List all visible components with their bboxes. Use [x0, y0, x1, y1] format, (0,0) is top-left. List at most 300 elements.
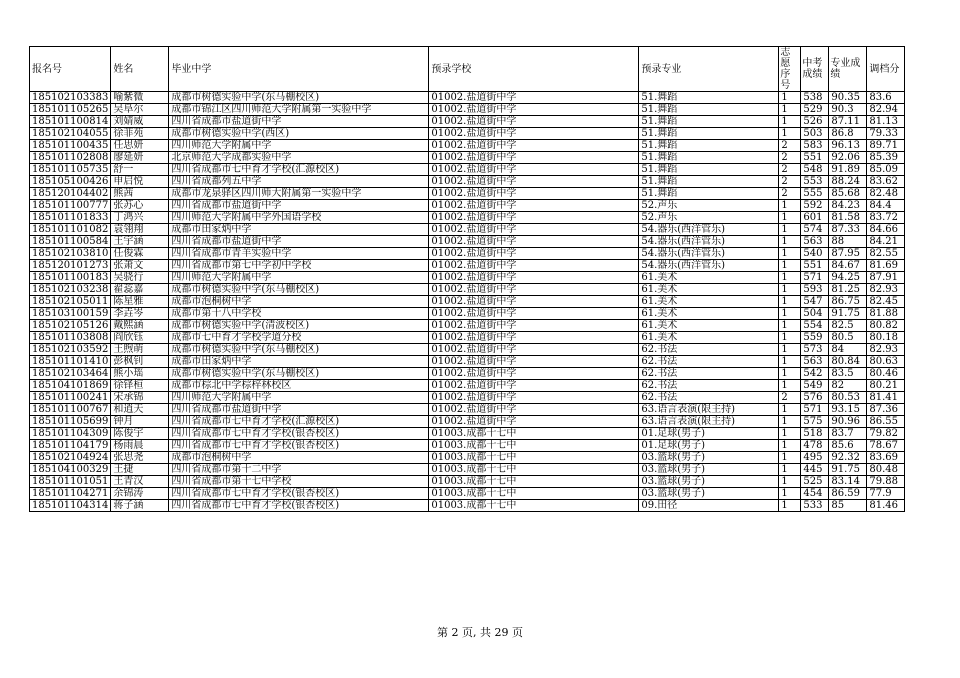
cell-name: 吴骁行 — [111, 272, 169, 284]
cell-graduated-school: 成都市树德实验中学(西区) — [169, 128, 429, 140]
cell-name: 戴熙涵 — [111, 320, 169, 332]
cell-registration-no: 185103100159 — [30, 308, 111, 320]
cell-major: 52.声乐 — [639, 212, 779, 224]
table-row — [30, 176, 905, 188]
cell-admitted-school: 01002.盐道街中学 — [429, 320, 639, 332]
header-name: 姓名 — [111, 47, 169, 92]
cell-exam-score: 549 — [801, 380, 829, 392]
cell-major: 51.舞蹈 — [639, 152, 779, 164]
cell-major: 09.田径 — [639, 500, 779, 512]
cell-graduated-school: 四川省成都市盐道街中学 — [169, 236, 429, 248]
cell-exam-score: 548 — [801, 164, 829, 176]
cell-final-score: 86.55 — [867, 416, 905, 428]
cell-name: 王宇涵 — [111, 236, 169, 248]
cell-name: 蒋子涵 — [111, 500, 169, 512]
cell-name: 徐菲苑 — [111, 128, 169, 140]
cell-major: 03.篮球(男子) — [639, 476, 779, 488]
table-row — [30, 260, 905, 272]
table-row — [30, 224, 905, 236]
cell-major: 62.书法 — [639, 356, 779, 368]
cell-final-score: 83.72 — [867, 212, 905, 224]
cell-registration-no: 185102103592 — [30, 344, 111, 356]
table-row — [30, 452, 905, 464]
cell-major: 03.篮球(男子) — [639, 452, 779, 464]
table-row — [30, 92, 905, 104]
cell-graduated-school: 四川省成都市第十二中学 — [169, 464, 429, 476]
cell-preference-no: 2 — [779, 188, 801, 200]
cell-exam-score: 583 — [801, 140, 829, 152]
cell-name: 杨雨晨 — [111, 440, 169, 452]
cell-admitted-school: 01002.盐道街中学 — [429, 356, 639, 368]
cell-preference-no: 1 — [779, 248, 801, 260]
cell-major-score: 85 — [829, 500, 867, 512]
table-row — [30, 296, 905, 308]
cell-final-score: 81.13 — [867, 116, 905, 128]
cell-preference-no: 1 — [779, 500, 801, 512]
cell-major-score: 86.59 — [829, 488, 867, 500]
cell-admitted-school: 01002.盐道街中学 — [429, 332, 639, 344]
cell-admitted-school: 01002.盐道街中学 — [429, 416, 639, 428]
cell-final-score: 77.9 — [867, 488, 905, 500]
cell-graduated-school: 四川省成都市七中育才学校(银杏校区) — [169, 428, 429, 440]
header-major: 预录专业 — [639, 47, 779, 92]
cell-major-score: 91.89 — [829, 164, 867, 176]
cell-name: 李垚岑 — [111, 308, 169, 320]
cell-major: 03.篮球(男子) — [639, 488, 779, 500]
cell-major-score: 80.5 — [829, 332, 867, 344]
cell-major: 61.美术 — [639, 272, 779, 284]
cell-preference-no: 2 — [779, 152, 801, 164]
cell-final-score: 84.66 — [867, 224, 905, 236]
cell-major: 51.舞蹈 — [639, 104, 779, 116]
cell-preference-no: 1 — [779, 356, 801, 368]
header-exam-score: 中考成绩 — [801, 47, 829, 92]
cell-major: 03.篮球(男子) — [639, 464, 779, 476]
cell-registration-no: 185101100183 — [30, 272, 111, 284]
cell-admitted-school: 01002.盐道街中学 — [429, 248, 639, 260]
cell-admitted-school: 01003.成都十七中 — [429, 464, 639, 476]
cell-final-score: 80.46 — [867, 368, 905, 380]
cell-final-score: 82.48 — [867, 188, 905, 200]
cell-exam-score: 542 — [801, 368, 829, 380]
cell-exam-score: 563 — [801, 236, 829, 248]
cell-exam-score: 454 — [801, 488, 829, 500]
cell-preference-no: 1 — [779, 260, 801, 272]
cell-name: 吴阜尔 — [111, 104, 169, 116]
cell-major-score: 91.75 — [829, 308, 867, 320]
cell-major: 62.书法 — [639, 392, 779, 404]
cell-graduated-school: 成都市树德实验中学(东马棚校区) — [169, 92, 429, 104]
cell-preference-no: 1 — [779, 308, 801, 320]
cell-major-score: 81.25 — [829, 284, 867, 296]
cell-preference-no: 1 — [779, 128, 801, 140]
cell-exam-score: 601 — [801, 212, 829, 224]
cell-major: 61.美术 — [639, 284, 779, 296]
cell-graduated-school: 成都市第十八中学校 — [169, 308, 429, 320]
table-row — [30, 368, 905, 380]
cell-admitted-school: 01002.盐道街中学 — [429, 380, 639, 392]
cell-registration-no: 185101101051 — [30, 476, 111, 488]
cell-major: 61.美术 — [639, 308, 779, 320]
cell-registration-no: 185101104309 — [30, 428, 111, 440]
cell-name: 张思尧 — [111, 452, 169, 464]
cell-exam-score: 574 — [801, 224, 829, 236]
cell-major-score: 87.11 — [829, 116, 867, 128]
cell-registration-no: 185101102808 — [30, 152, 111, 164]
cell-preference-no: 1 — [779, 476, 801, 488]
cell-admitted-school: 01002.盐道街中学 — [429, 212, 639, 224]
cell-major-score: 88.24 — [829, 176, 867, 188]
cell-name: 钟月 — [111, 416, 169, 428]
cell-name: 熊茜 — [111, 188, 169, 200]
cell-exam-score: 576 — [801, 392, 829, 404]
cell-name: 喻紫微 — [111, 92, 169, 104]
cell-final-score: 80.63 — [867, 356, 905, 368]
cell-major-score: 90.96 — [829, 416, 867, 428]
cell-preference-no: 1 — [779, 464, 801, 476]
cell-graduated-school: 四川省成都市青羊实验中学 — [169, 248, 429, 260]
cell-exam-score: 533 — [801, 500, 829, 512]
cell-major: 54.器乐(西洋管乐) — [639, 224, 779, 236]
cell-major-score: 93.15 — [829, 404, 867, 416]
cell-major-score: 85.68 — [829, 188, 867, 200]
cell-final-score: 85.09 — [867, 164, 905, 176]
cell-graduated-school: 成都市树德实验中学(东马棚校区) — [169, 368, 429, 380]
cell-final-score: 80.18 — [867, 332, 905, 344]
cell-major: 61.美术 — [639, 320, 779, 332]
cell-preference-no: 2 — [779, 140, 801, 152]
cell-name: 余锦涛 — [111, 488, 169, 500]
cell-registration-no: 185102105126 — [30, 320, 111, 332]
cell-registration-no: 185101103808 — [30, 332, 111, 344]
cell-registration-no: 185102104055 — [30, 128, 111, 140]
cell-name: 廖延妍 — [111, 152, 169, 164]
cell-exam-score: 575 — [801, 416, 829, 428]
cell-major-score: 82 — [829, 380, 867, 392]
cell-exam-score: 571 — [801, 272, 829, 284]
cell-name: 阎欣钰 — [111, 332, 169, 344]
table-row — [30, 428, 905, 440]
cell-exam-score: 525 — [801, 476, 829, 488]
cell-admitted-school: 01002.盐道街中学 — [429, 164, 639, 176]
table-row — [30, 152, 905, 164]
cell-registration-no: 185101100767 — [30, 404, 111, 416]
cell-name: 陈俊宇 — [111, 428, 169, 440]
cell-final-score: 82.93 — [867, 344, 905, 356]
table-row — [30, 308, 905, 320]
cell-exam-score: 526 — [801, 116, 829, 128]
cell-graduated-school: 成都市树德实验中学(清波校区) — [169, 320, 429, 332]
cell-graduated-school: 四川师范大学附属中学 — [169, 392, 429, 404]
cell-registration-no: 185101101410 — [30, 356, 111, 368]
cell-name: 张萧文 — [111, 260, 169, 272]
cell-final-score: 85.39 — [867, 152, 905, 164]
cell-graduated-school: 北京师范大学成都实验中学 — [169, 152, 429, 164]
cell-registration-no: 185101100814 — [30, 116, 111, 128]
cell-admitted-school: 01002.盐道街中学 — [429, 188, 639, 200]
cell-admitted-school: 01002.盐道街中学 — [429, 236, 639, 248]
cell-graduated-school: 四川省成都市七中育才学校(银杏校区) — [169, 440, 429, 452]
cell-admitted-school: 01003.成都十七中 — [429, 476, 639, 488]
cell-preference-no: 1 — [779, 416, 801, 428]
table-row — [30, 272, 905, 284]
cell-exam-score: 559 — [801, 332, 829, 344]
cell-final-score: 84.21 — [867, 236, 905, 248]
cell-major-score: 87.33 — [829, 224, 867, 236]
cell-exam-score: 551 — [801, 260, 829, 272]
cell-admitted-school: 01003.成都十七中 — [429, 440, 639, 452]
cell-major: 51.舞蹈 — [639, 164, 779, 176]
cell-preference-no: 1 — [779, 368, 801, 380]
cell-major: 62.书法 — [639, 368, 779, 380]
cell-registration-no: 185102103810 — [30, 248, 111, 260]
cell-major: 51.舞蹈 — [639, 116, 779, 128]
cell-admitted-school: 01002.盐道街中学 — [429, 128, 639, 140]
cell-exam-score: 553 — [801, 176, 829, 188]
cell-graduated-school: 四川省成都市盐道街中学 — [169, 200, 429, 212]
cell-major: 54.器乐(西洋管乐) — [639, 236, 779, 248]
cell-major-score: 90.35 — [829, 92, 867, 104]
cell-preference-no: 1 — [779, 428, 801, 440]
cell-preference-no: 1 — [779, 212, 801, 224]
header-major-score: 专业成绩 — [829, 47, 867, 92]
cell-exam-score: 445 — [801, 464, 829, 476]
cell-admitted-school: 01002.盐道街中学 — [429, 404, 639, 416]
cell-registration-no: 185101100777 — [30, 200, 111, 212]
cell-admitted-school: 01003.成都十七中 — [429, 452, 639, 464]
cell-graduated-school: 四川师范大学附属中学外国语学校 — [169, 212, 429, 224]
cell-name: 翟蕊嘉 — [111, 284, 169, 296]
cell-registration-no: 185101104271 — [30, 488, 111, 500]
cell-graduated-school: 四川师范大学附属中学 — [169, 140, 429, 152]
cell-graduated-school: 四川省成都市七中育才学校(银杏校区) — [169, 488, 429, 500]
cell-admitted-school: 01003.成都十七中 — [429, 428, 639, 440]
cell-preference-no: 1 — [779, 92, 801, 104]
cell-major: 61.美术 — [639, 296, 779, 308]
admission-table — [29, 46, 905, 512]
table-row — [30, 140, 905, 152]
table-row — [30, 380, 905, 392]
cell-graduated-school: 四川省成都市七中育才学校(汇源校区) — [169, 164, 429, 176]
cell-major-score: 81.58 — [829, 212, 867, 224]
cell-major-score: 80.53 — [829, 392, 867, 404]
cell-major-score: 92.06 — [829, 152, 867, 164]
cell-graduated-school: 成都市棕北中学棕梓林校区 — [169, 380, 429, 392]
cell-admitted-school: 01002.盐道街中学 — [429, 392, 639, 404]
cell-graduated-school: 四川省成都市第七中学初中学校 — [169, 260, 429, 272]
table-row — [30, 488, 905, 500]
cell-admitted-school: 01002.盐道街中学 — [429, 104, 639, 116]
cell-name: 丁鸿兴 — [111, 212, 169, 224]
cell-exam-score: 592 — [801, 200, 829, 212]
cell-registration-no: 185101100584 — [30, 236, 111, 248]
cell-exam-score: 563 — [801, 356, 829, 368]
cell-preference-no: 2 — [779, 176, 801, 188]
cell-major-score: 83.14 — [829, 476, 867, 488]
cell-major: 54.器乐(西洋管乐) — [639, 248, 779, 260]
cell-admitted-school: 01002.盐道街中学 — [429, 296, 639, 308]
cell-preference-no: 1 — [779, 200, 801, 212]
cell-preference-no: 1 — [779, 236, 801, 248]
cell-major-score: 80.84 — [829, 356, 867, 368]
cell-final-score: 81.41 — [867, 392, 905, 404]
cell-registration-no: 185101100241 — [30, 392, 111, 404]
cell-graduated-school: 四川省成都市盐道街中学 — [169, 116, 429, 128]
cell-major: 61.美术 — [639, 332, 779, 344]
cell-major-score: 90.3 — [829, 104, 867, 116]
cell-preference-no: 1 — [779, 440, 801, 452]
cell-final-score: 82.55 — [867, 248, 905, 260]
cell-admitted-school: 01002.盐道街中学 — [429, 308, 639, 320]
cell-final-score: 82.94 — [867, 104, 905, 116]
cell-major: 62.书法 — [639, 344, 779, 356]
cell-major-score: 86.8 — [829, 128, 867, 140]
cell-admitted-school: 01002.盐道街中学 — [429, 272, 639, 284]
cell-preference-no: 1 — [779, 332, 801, 344]
cell-graduated-school: 成都市七中育才学校学道分校 — [169, 332, 429, 344]
cell-name: 王煦萌 — [111, 344, 169, 356]
table-row — [30, 164, 905, 176]
cell-exam-score: 504 — [801, 308, 829, 320]
cell-final-score: 81.46 — [867, 500, 905, 512]
cell-admitted-school: 01002.盐道街中学 — [429, 224, 639, 236]
cell-admitted-school: 01002.盐道街中学 — [429, 92, 639, 104]
cell-graduated-school: 成都市树德实验中学(东马棚校区) — [169, 284, 429, 296]
cell-preference-no: 1 — [779, 272, 801, 284]
cell-final-score: 84.4 — [867, 200, 905, 212]
cell-exam-score: 503 — [801, 128, 829, 140]
cell-graduated-school: 成都市龙泉驿区四川师大附属第一实验中学 — [169, 188, 429, 200]
cell-final-score: 83.69 — [867, 452, 905, 464]
cell-major-score: 83.7 — [829, 428, 867, 440]
cell-name: 申启悦 — [111, 176, 169, 188]
cell-registration-no: 185102103238 — [30, 284, 111, 296]
table-row — [30, 464, 905, 476]
cell-preference-no: 1 — [779, 104, 801, 116]
cell-registration-no: 185101105265 — [30, 104, 111, 116]
cell-exam-score: 495 — [801, 452, 829, 464]
cell-preference-no: 2 — [779, 164, 801, 176]
table-row — [30, 200, 905, 212]
cell-major: 54.器乐(西洋管乐) — [639, 260, 779, 272]
cell-registration-no: 185102105011 — [30, 296, 111, 308]
cell-admitted-school: 01002.盐道街中学 — [429, 260, 639, 272]
header-final-score: 调档分 — [867, 47, 905, 92]
cell-admitted-school: 01003.成都十七中 — [429, 500, 639, 512]
table-row — [30, 284, 905, 296]
header-row — [30, 47, 905, 92]
cell-final-score: 82.45 — [867, 296, 905, 308]
cell-graduated-school: 成都市泡桐树中学 — [169, 452, 429, 464]
cell-exam-score: 593 — [801, 284, 829, 296]
table-row — [30, 356, 905, 368]
cell-major: 51.舞蹈 — [639, 128, 779, 140]
cell-name: 张苏心 — [111, 200, 169, 212]
cell-registration-no: 185120104402 — [30, 188, 111, 200]
header-preference-no: 志愿序号 — [779, 47, 801, 92]
table-row — [30, 212, 905, 224]
cell-graduated-school: 成都市田家炳中学 — [169, 356, 429, 368]
cell-admitted-school: 01002.盐道街中学 — [429, 116, 639, 128]
cell-major: 51.舞蹈 — [639, 188, 779, 200]
cell-admitted-school: 01002.盐道街中学 — [429, 284, 639, 296]
cell-graduated-school: 四川省成都市第十七中学校 — [169, 476, 429, 488]
cell-registration-no: 185101104179 — [30, 440, 111, 452]
cell-major: 51.舞蹈 — [639, 176, 779, 188]
cell-final-score: 82.93 — [867, 284, 905, 296]
cell-major: 63.语言表演(限主持) — [639, 404, 779, 416]
cell-final-score: 89.71 — [867, 140, 905, 152]
cell-name: 和逍天 — [111, 404, 169, 416]
cell-final-score: 83.62 — [867, 176, 905, 188]
cell-name: 袁翎翔 — [111, 224, 169, 236]
cell-graduated-school: 四川省成都市七中育才学校(汇源校区) — [169, 416, 429, 428]
table-row — [30, 116, 905, 128]
header-graduated-school: 毕业中学 — [169, 47, 429, 92]
cell-exam-score: 554 — [801, 320, 829, 332]
cell-exam-score: 573 — [801, 344, 829, 356]
cell-registration-no: 185105100426 — [30, 176, 111, 188]
cell-major-score: 86.75 — [829, 296, 867, 308]
cell-name: 熊小瑶 — [111, 368, 169, 380]
cell-preference-no: 1 — [779, 404, 801, 416]
cell-major-score: 96.13 — [829, 140, 867, 152]
cell-final-score: 79.82 — [867, 428, 905, 440]
cell-preference-no: 1 — [779, 116, 801, 128]
cell-graduated-school: 成都市泡桐树中学 — [169, 296, 429, 308]
cell-registration-no: 185104101869 — [30, 380, 111, 392]
cell-registration-no: 185101104314 — [30, 500, 111, 512]
cell-major: 63.语言表演(限主持) — [639, 416, 779, 428]
cell-major-score: 91.75 — [829, 464, 867, 476]
cell-preference-no: 1 — [779, 320, 801, 332]
cell-registration-no: 185102103383 — [30, 92, 111, 104]
table-row — [30, 188, 905, 200]
cell-admitted-school: 01002.盐道街中学 — [429, 344, 639, 356]
cell-final-score: 87.36 — [867, 404, 905, 416]
cell-name: 任俊霖 — [111, 248, 169, 260]
table-row — [30, 476, 905, 488]
cell-major: 51.舞蹈 — [639, 140, 779, 152]
cell-final-score: 80.82 — [867, 320, 905, 332]
cell-major-score: 88 — [829, 236, 867, 248]
cell-registration-no: 185101105699 — [30, 416, 111, 428]
cell-major-score: 85.6 — [829, 440, 867, 452]
cell-final-score: 79.33 — [867, 128, 905, 140]
table-row — [30, 320, 905, 332]
table-row — [30, 404, 905, 416]
cell-preference-no: 1 — [779, 296, 801, 308]
cell-preference-no: 2 — [779, 392, 801, 404]
cell-name: 任思妍 — [111, 140, 169, 152]
cell-admitted-school: 01002.盐道街中学 — [429, 176, 639, 188]
cell-exam-score: 529 — [801, 104, 829, 116]
cell-exam-score: 540 — [801, 248, 829, 260]
table-row — [30, 440, 905, 452]
table-row — [30, 104, 905, 116]
cell-exam-score: 538 — [801, 92, 829, 104]
cell-name: 刘婧威 — [111, 116, 169, 128]
cell-graduated-school: 四川省成都市盐道街中学 — [169, 404, 429, 416]
cell-preference-no: 1 — [779, 224, 801, 236]
table-row — [30, 392, 905, 404]
cell-final-score: 80.21 — [867, 380, 905, 392]
cell-final-score: 80.48 — [867, 464, 905, 476]
cell-major-score: 83.5 — [829, 368, 867, 380]
cell-major-score: 87.95 — [829, 248, 867, 260]
cell-exam-score: 547 — [801, 296, 829, 308]
page-footer: 第 2 页, 共 29 页 — [437, 626, 523, 639]
